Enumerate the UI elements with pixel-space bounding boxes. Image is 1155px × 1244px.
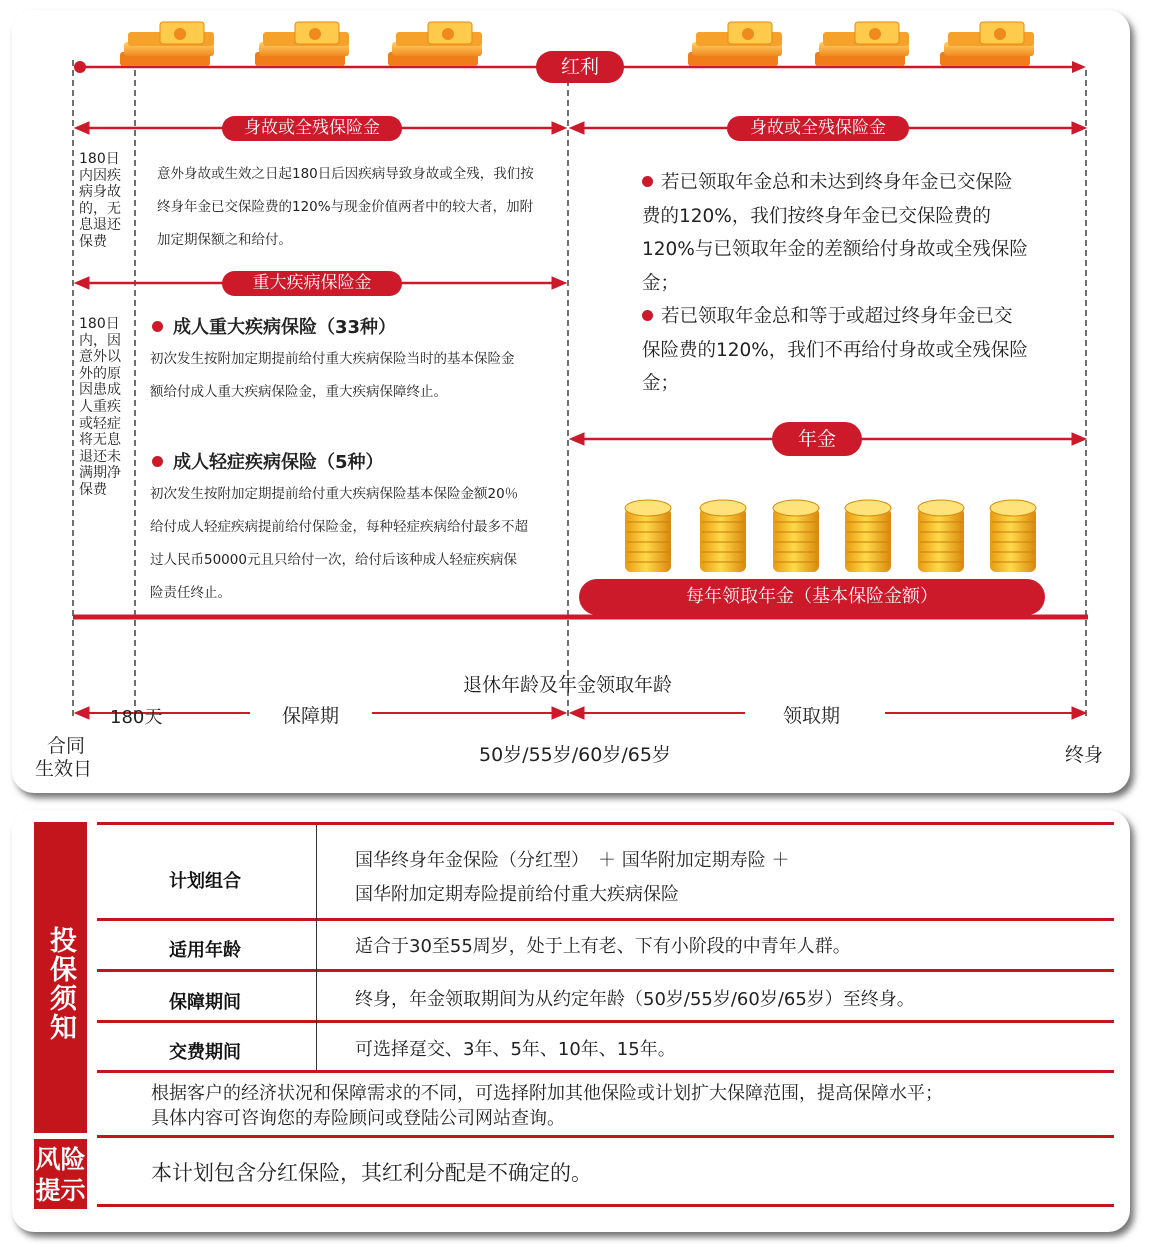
death-benefit-description: 意外身故或生效之日起180日后因疾病导致身故或全残，我们按终身年金已交保险费的120%与现金价值两者中的较大者，加附加定期保额之和给付。 <box>157 166 534 248</box>
row-label-coverage: 保障期间 <box>169 992 241 1013</box>
table-bottom-rule <box>97 1204 1114 1207</box>
row-label-payment: 交费期间 <box>169 1042 241 1063</box>
bonus-pill: 红利 <box>536 51 624 83</box>
collection-period-label: 领取期 <box>783 705 841 727</box>
table-top-rule <box>97 822 1114 825</box>
mild-illness-title-text: 成人轻症疾病保险（5种） <box>173 452 384 473</box>
row-text-coverage: 终身，年金领取期间为从约定年龄（50岁/55岁/60岁/65岁）至终身。 <box>355 989 915 1010</box>
critical-illness-description: 初次发生按附加定期提前给付重大疾病保险当时的基本保险金额给付成人重大疾病保险金，重大疾病保障终止。 <box>150 351 515 400</box>
row-text-age: 适合于30至55周岁，处于上有老、下有小阶段的中青年人群。 <box>355 936 851 957</box>
contract-date-label-line2: 生效日 <box>35 758 93 780</box>
right-bullet-1 <box>642 166 1028 300</box>
row-text-payment: 可选择趸交、3年、5年、10年、15年。 <box>355 1039 676 1060</box>
critical-illness-pill: 重大疾病保险金 <box>222 271 402 296</box>
right-bullet-2 <box>642 300 1028 401</box>
critical-illness-title-text: 成人重大疾病保险（33种） <box>173 317 397 338</box>
notice-side-label-text: 投保须知 <box>45 926 76 1042</box>
bullet-icon <box>152 456 163 467</box>
death-benefit-pill-left: 身故或全残保险金 <box>222 116 402 141</box>
retire-age-label: 退休年龄及年金领取年龄 <box>463 674 673 696</box>
table-row-rule <box>97 1135 1114 1138</box>
table-row-rule <box>97 1020 1114 1023</box>
table-row-rule <box>97 918 1114 921</box>
row-text-plan-line1: 国华终身年金保险（分红型） ＋ 国华附加定期寿险 ＋ <box>355 850 790 871</box>
row-label-plan: 计划组合 <box>169 871 241 892</box>
side-note-death: 180日内因疾病身故的，无息退还保费 <box>79 151 121 250</box>
mild-illness-description: 初次发生按附加定期提前给付重大疾病保险基本保险金额20％给付成人轻症疾病提前给付保险金，每种轻症疾病给付最多不超过人民币50000元且只给付一次，给付后该种成人轻症疾病保险责任终止。 <box>150 486 528 601</box>
money-stack-icon <box>120 22 214 66</box>
critical-illness-title <box>152 313 396 339</box>
right-bullet-1-text: 若已领取年金总和未达到终身年金已交保险费的120%，我们按终身年金已交保险费的120%与已领取年金的差额给付身故或全残保险金； <box>642 172 1028 294</box>
ages-label: 50岁/55岁/60岁/65岁 <box>479 744 671 766</box>
risk-side-label <box>34 1139 87 1209</box>
gold-coin-stack-icon <box>990 500 1036 572</box>
timeline-start-dot <box>74 61 86 73</box>
contract-date-label-line1: 合同 <box>47 735 86 757</box>
gold-coin-stack-icon <box>918 500 964 572</box>
money-stack-icon <box>388 22 482 66</box>
money-stack-icon <box>940 22 1034 66</box>
annual-annuity-bar: 每年领取年金（基本保险金额） <box>579 579 1045 615</box>
coverage-period-label: 保障期 <box>282 705 340 727</box>
lifetime-label: 终身 <box>1065 744 1104 766</box>
gold-coin-stack-icon <box>700 500 746 572</box>
footnote-line1: 根据客户的经济状况和保障需求的不同，可选择附加其他保险或计划扩大保障范围，提高保障水平； <box>151 1083 943 1104</box>
row-label-age: 适用年龄 <box>169 940 241 961</box>
risk-side-label-line2: 提示 <box>35 1176 86 1205</box>
table-column-divider <box>316 825 317 1070</box>
annuity-pill: 年金 <box>772 422 862 456</box>
money-stack-icon <box>815 22 909 66</box>
money-stack-icon <box>255 22 349 66</box>
gold-coin-stack-icon <box>773 500 819 572</box>
risk-text: 本计划包含分红保险，其红利分配是不确定的。 <box>151 1161 592 1185</box>
row-text-plan-line2: 国华附加定期寿险提前给付重大疾病保险 <box>355 884 679 905</box>
bullet-icon <box>152 321 163 332</box>
right-bullet-2-text: 若已领取年金总和等于或超过终身年金已交保险费的120%，我们不再给付身故或全残保险金； <box>642 306 1028 394</box>
mild-illness-title <box>152 448 384 474</box>
bullet-icon <box>642 310 653 321</box>
money-stack-icon <box>688 22 782 66</box>
side-note-illness: 180日内，因意外以外的原因患成人重疾或轻症将无息退还未满期净保费 <box>79 316 121 498</box>
timeline-end-arrow <box>1072 61 1086 73</box>
gold-coin-stack-icon <box>845 500 891 572</box>
days-180-label: 180天 <box>110 707 163 728</box>
footnote-line2: 具体内容可咨询您的寿险顾问或登陆公司网站查询。 <box>151 1108 565 1129</box>
bullet-icon <box>642 176 653 187</box>
table-row-rule <box>97 1070 1114 1073</box>
gold-coin-stack-icon <box>625 500 671 572</box>
table-row-rule <box>97 969 1114 972</box>
risk-side-label-line1: 风险 <box>35 1145 86 1174</box>
death-benefit-pill-right: 身故或全残保险金 <box>727 116 909 141</box>
notice-side-label <box>34 822 87 1133</box>
